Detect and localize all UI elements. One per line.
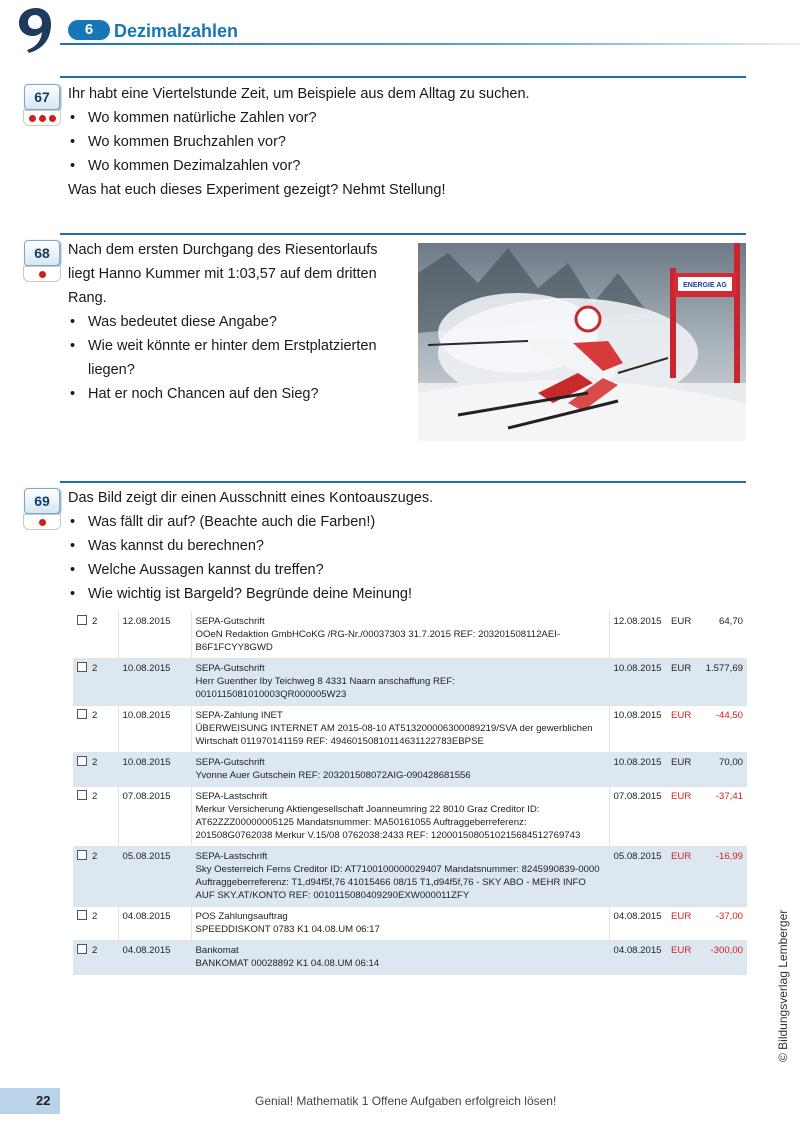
difficulty-dot <box>39 519 46 526</box>
bullet-item: • Wo kommen Bruchzahlen vor? <box>68 130 738 154</box>
currency: EUR <box>667 847 697 907</box>
value-date: 07.08.2015 <box>609 787 667 847</box>
row-number: 2 <box>92 911 98 922</box>
copyright-notice: © Bildungsverlag Lemberger <box>776 909 790 1062</box>
bank-statement-table <box>73 612 747 975</box>
task-68-divider <box>60 233 746 235</box>
transaction-text <box>191 787 609 847</box>
transaction-title: SEPA-Gutschrift <box>195 616 265 627</box>
header-divider <box>60 43 800 45</box>
amount: -44,50 <box>697 706 747 753</box>
transaction-detail: BANKOMAT 00028892 K1 04.08.UM 06:14 <box>195 958 380 969</box>
amount: 1.577,69 <box>697 659 747 706</box>
chapter-number-badge: 6 <box>68 20 110 40</box>
task-69-difficulty <box>23 514 61 530</box>
transaction-title: SEPA-Gutschrift <box>195 663 265 674</box>
booking-date: 04.08.2015 <box>118 907 191 941</box>
statement-row <box>73 659 747 706</box>
row-number: 2 <box>92 851 98 862</box>
statement-row <box>73 753 747 787</box>
row-select-cell <box>73 787 118 847</box>
difficulty-dot <box>29 115 36 122</box>
task-68-intro: Nach dem ersten Durchgang des Riesentorlaufs liegt Hanno Kummer mit 1:03,57 auf dem dritten Rang. <box>68 242 378 306</box>
bullet-item: • Was kannst du berechnen? <box>68 534 738 558</box>
row-select-cell <box>73 659 118 706</box>
currency: EUR <box>667 787 697 847</box>
series-logo-nine <box>16 4 56 54</box>
transaction-text <box>191 847 609 907</box>
booking-date: 12.08.2015 <box>118 612 191 659</box>
task-67-intro: Ihr habt eine Viertelstunde Zeit, um Beispiele aus dem Alltag zu suchen. <box>68 86 530 102</box>
amount: -16,99 <box>697 847 747 907</box>
value-date: 04.08.2015 <box>609 941 667 975</box>
transaction-detail: Yvonne Auer Gutschein REF: 203201508072AIG-090428681556 <box>195 770 471 781</box>
value-date: 04.08.2015 <box>609 907 667 941</box>
row-select-cell <box>73 847 118 907</box>
task-67-number-badge: 67 <box>24 84 60 110</box>
task-69-divider <box>60 481 746 483</box>
transaction-title: SEPA-Gutschrift <box>195 757 265 768</box>
bullet-item: • Wo kommen Dezimalzahlen vor? <box>68 154 738 178</box>
bullet-item: • Was bedeutet diese Angabe? <box>68 310 398 334</box>
transaction-detail: Sky Oesterreich Ferns Creditor ID: AT7100100000029407 Mandatsnummer: 8245990839-0000 Auftraggeberreferenz: T1,d94f5f,76 41015466 08/15 T1,d94f5f,76 - SKY ABO - MEHR INFO AUF SKY.AT/KONTO REF: 0010115080409290EXW000011ZFY <box>195 864 600 901</box>
difficulty-dot <box>49 115 56 122</box>
booking-date: 10.08.2015 <box>118 659 191 706</box>
page-number: 22 <box>36 1093 51 1108</box>
task-67-divider <box>60 76 746 78</box>
statement-row <box>73 706 747 753</box>
row-select-cell <box>73 907 118 941</box>
row-select-cell <box>73 706 118 753</box>
booking-date: 10.08.2015 <box>118 753 191 787</box>
row-checkbox[interactable] <box>77 756 87 766</box>
ski-racer-photo <box>418 243 746 441</box>
transaction-title: Bankomat <box>195 945 239 956</box>
currency: EUR <box>667 706 697 753</box>
row-number: 2 <box>92 791 98 802</box>
transaction-detail: OOeN Redaktion GmbHCoKG /RG-Nr./00037303 31.7.2015 REF: 203201508112AEI-B6F1FCYY8GWD <box>195 629 561 653</box>
row-number: 2 <box>92 616 98 627</box>
page-number-box <box>0 1088 60 1114</box>
transaction-detail: SPEEDDISKONT 0783 K1 04.08.UM 06:17 <box>195 924 380 935</box>
amount: -37,41 <box>697 787 747 847</box>
booking-date: 05.08.2015 <box>118 847 191 907</box>
value-date: 10.08.2015 <box>609 659 667 706</box>
value-date: 10.08.2015 <box>609 706 667 753</box>
row-checkbox[interactable] <box>77 709 87 719</box>
value-date: 05.08.2015 <box>609 847 667 907</box>
statement-row <box>73 612 747 659</box>
difficulty-dot <box>39 115 46 122</box>
bullet-item: • Was fällt dir auf? (Beachte auch die Farben!) <box>68 510 738 534</box>
currency: EUR <box>667 753 697 787</box>
currency: EUR <box>667 612 697 659</box>
task-69-bullets <box>68 510 738 606</box>
transaction-text <box>191 941 609 975</box>
currency: EUR <box>667 907 697 941</box>
row-checkbox[interactable] <box>77 662 87 672</box>
row-checkbox[interactable] <box>77 944 87 954</box>
task-67-outro: Was hat euch dieses Experiment gezeigt? Nehmt Stellung! <box>68 182 446 198</box>
gate-banner-text: ENERGIE AG <box>683 282 727 289</box>
statement-row <box>73 941 747 975</box>
transaction-detail: Merkur Versicherung Aktiengesellschaft Joanneumring 22 8010 Graz Creditor ID: AT62ZZZ00000005125 Mandatsnummer: MA50161055 Auftraggeberreferenz: 201508G0762038 Merkur V.15/08 0762038:2433 REF: 120001508051021568451​2769743 <box>195 804 581 841</box>
task-68-difficulty <box>23 266 61 282</box>
task-67-difficulty <box>23 110 61 126</box>
row-checkbox[interactable] <box>77 615 87 625</box>
footer-text: Genial! Mathematik 1 Offene Aufgaben erfolgreich lösen! <box>255 1094 557 1108</box>
row-select-cell <box>73 612 118 659</box>
task-69-content <box>68 486 738 606</box>
value-date: 10.08.2015 <box>609 753 667 787</box>
chapter-title: Dezimalzahlen <box>114 21 239 41</box>
transaction-text <box>191 907 609 941</box>
row-number: 2 <box>92 663 98 674</box>
transaction-text <box>191 659 609 706</box>
currency: EUR <box>667 659 697 706</box>
task-68-number-badge: 68 <box>24 240 60 266</box>
booking-date: 10.08.2015 <box>118 706 191 753</box>
amount: -300,00 <box>697 941 747 975</box>
row-select-cell <box>73 941 118 975</box>
statement-row <box>73 847 747 907</box>
amount: 70,00 <box>697 753 747 787</box>
currency: EUR <box>667 941 697 975</box>
row-checkbox[interactable] <box>77 850 87 860</box>
booking-date: 04.08.2015 <box>118 941 191 975</box>
transaction-detail: ÜBERWEISUNG INTERNET AM 2015-08-10 AT513200006300089219/SVA der gewerblichen Wirtschaft 011970141159 REF: 494601508101146311227​83EBPSE <box>195 723 593 747</box>
row-number: 2 <box>92 757 98 768</box>
task-68-bullets <box>68 310 398 406</box>
amount: -37,00 <box>697 907 747 941</box>
transaction-title: SEPA-Lastschrift <box>195 851 268 862</box>
row-number: 2 <box>92 710 98 721</box>
statement-row <box>73 907 747 941</box>
bullet-item: • Wie weit könnte er hinter dem Erstplatzierten liegen? <box>68 334 398 382</box>
row-number: 2 <box>92 945 98 956</box>
transaction-text <box>191 612 609 659</box>
task-67-content <box>68 82 738 202</box>
amount: 64,70 <box>697 612 747 659</box>
transaction-title: SEPA-Lastschrift <box>195 791 268 802</box>
transaction-detail: Herr Guenther Iby Teichweg 8 4331 Naarn anschaffung REF: 0010115081010003QR000005W23 <box>195 676 455 700</box>
transaction-text <box>191 706 609 753</box>
task-68-content <box>68 238 398 406</box>
transaction-title: POS Zahlungsauftrag <box>195 911 288 922</box>
transaction-text <box>191 753 609 787</box>
row-checkbox[interactable] <box>77 910 87 920</box>
task-69-intro: Das Bild zeigt dir einen Ausschnitt eines Kontoauszuges. <box>68 490 434 506</box>
booking-date: 07.08.2015 <box>118 787 191 847</box>
transaction-title: SEPA-Zahlung INET <box>195 710 283 721</box>
statement-row <box>73 787 747 847</box>
bullet-item: • Hat er noch Chancen auf den Sieg? <box>68 382 398 406</box>
task-69-number-badge: 69 <box>24 488 60 514</box>
difficulty-dot <box>39 271 46 278</box>
row-checkbox[interactable] <box>77 790 87 800</box>
bullet-item: • Wie wichtig ist Bargeld? Begründe deine Meinung! <box>68 582 738 606</box>
bullet-item: • Wo kommen natürliche Zahlen vor? <box>68 106 738 130</box>
bullet-item: • Welche Aussagen kannst du treffen? <box>68 558 738 582</box>
value-date: 12.08.2015 <box>609 612 667 659</box>
row-select-cell <box>73 753 118 787</box>
task-67-bullets <box>68 106 738 178</box>
